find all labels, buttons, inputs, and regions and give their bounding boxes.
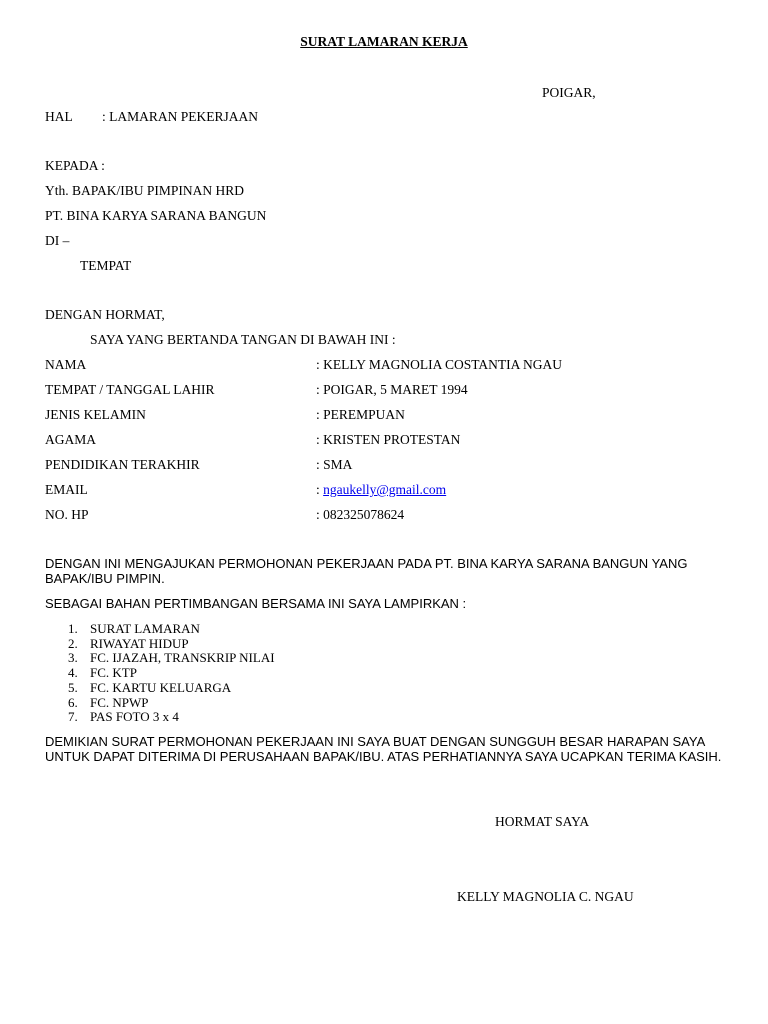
field-value: : 082325078624 — [316, 507, 405, 522]
email-prefix: : — [316, 482, 324, 497]
field-label: NO. HP — [45, 507, 89, 522]
list-text: SURAT LAMARAN — [90, 621, 200, 636]
list-text: FC. KTP — [90, 665, 137, 681]
list-number: 2. — [68, 635, 78, 651]
field-label: NAMA — [45, 357, 87, 372]
field-value: : KRISTEN PROTESTAN — [316, 432, 461, 447]
field-value: : POIGAR, 5 MARET 1994 — [316, 382, 468, 397]
list-number: 4. — [68, 665, 78, 681]
paragraph-attachments-intro: SEBAGAI BAHAN PERTIMBANGAN BERSAMA INI SAYA LAMPIRKAN : — [45, 596, 467, 611]
list-item — [45, 696, 275, 711]
intro-line: SAYA YANG BERTANDA TANGAN DI BAWAH INI : — [90, 332, 396, 347]
list-text: FC. NPWP — [90, 694, 149, 710]
field-value: : PEREMPUAN — [316, 407, 405, 422]
field-label: TEMPAT / TANGGAL LAHIR — [45, 382, 215, 397]
letter-title: SURAT LAMARAN KERJA — [300, 34, 468, 49]
email-value — [316, 482, 446, 498]
list-item — [45, 622, 275, 637]
field-label: AGAMA — [45, 432, 97, 447]
list-item — [45, 681, 275, 696]
recipient-tempat: TEMPAT — [80, 258, 132, 273]
field-value: : SMA — [316, 457, 353, 472]
list-text: RIWAYAT HIDUP — [90, 635, 189, 651]
signoff: HORMAT SAYA — [495, 814, 590, 829]
list-number: 5. — [68, 679, 78, 695]
closing-paragraph: DEMIKIAN SURAT PERMOHONAN PEKERJAAN INI SAYA BUAT DENGAN SUNGGUH BESAR HARAPAN SAYA UNTUK DAPAT DITERIMA DI PERUSAHAAN BAPAK/IBU. ATAS PERHATIANNYA SAYA UCAPKAN TERIMA KASIH. — [45, 734, 722, 764]
list-item — [45, 710, 275, 725]
subject-label: HAL — [45, 109, 73, 124]
field-label: EMAIL — [45, 482, 88, 497]
list-item — [45, 637, 275, 652]
recipient-kepada: KEPADA : — [45, 158, 105, 173]
list-number: 6. — [68, 694, 78, 710]
list-text: FC. IJAZAH, TRANSKRIP NILAI — [90, 650, 275, 666]
paragraph-application: DENGAN INI MENGAJUKAN PERMOHONAN PEKERJAAN PADA PT. BINA KARYA SARANA BANGUN YANG BAPAK/IBU PIMPIN. — [45, 556, 688, 586]
list-item — [45, 666, 275, 681]
email-link[interactable]: ngaukelly@gmail.com — [323, 482, 447, 497]
list-text: PAS FOTO 3 x 4 — [90, 709, 179, 725]
signature-name: KELLY MAGNOLIA C. NGAU — [457, 889, 634, 904]
recipient-company: PT. BINA KARYA SARANA BANGUN — [45, 208, 267, 223]
attachments-list — [45, 622, 275, 725]
list-number: 7. — [68, 709, 78, 725]
list-number: 3. — [68, 650, 78, 666]
field-label: JENIS KELAMIN — [45, 407, 146, 422]
list-item — [45, 651, 275, 666]
greeting: DENGAN HORMAT, — [45, 307, 165, 322]
field-value: : KELLY MAGNOLIA COSTANTIA NGAU — [316, 357, 563, 372]
subject-value: : LAMARAN PEKERJAAN — [102, 109, 259, 124]
recipient-line1: Yth. BAPAK/IBU PIMPINAN HRD — [45, 183, 245, 198]
recipient-di: DI – — [45, 233, 70, 248]
field-label: PENDIDIKAN TERAKHIR — [45, 457, 200, 472]
list-number: 1. — [68, 621, 78, 636]
list-text: FC. KARTU KELUARGA — [90, 679, 232, 695]
place-date: POIGAR, — [542, 85, 596, 100]
